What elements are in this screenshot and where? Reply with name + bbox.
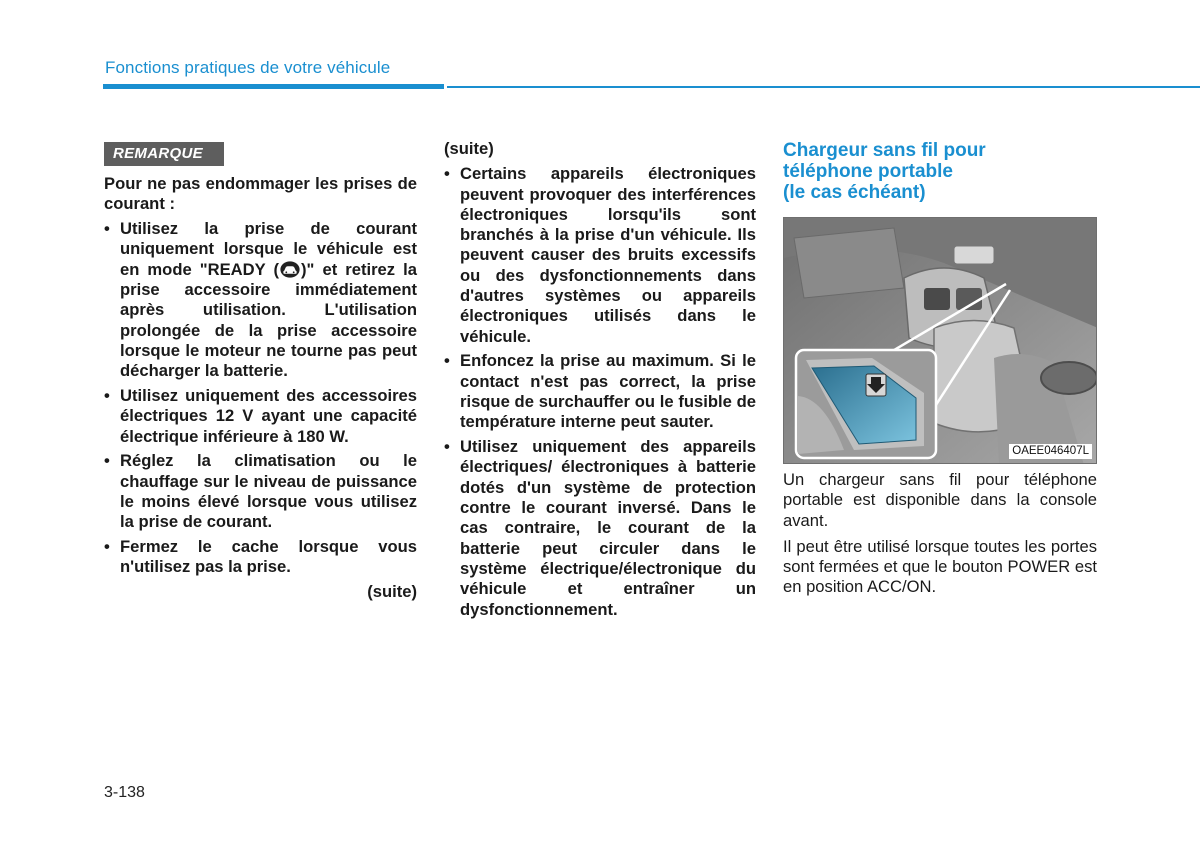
body-paragraph: Il peut être utilisé lorsque toutes les portes sont fermées et que le bouton POWER est en position ACC/ON.	[783, 536, 1097, 597]
section-title-line: Chargeur sans fil pour	[783, 140, 986, 161]
section-header-title: Fonctions pratiques de votre véhicule	[105, 58, 391, 77]
header-rule-thick	[103, 84, 444, 89]
section-title-line: (le cas échéant)	[783, 182, 926, 203]
console-drawing	[784, 218, 1097, 464]
intro-text: Pour ne pas endommager les prises de courant :	[104, 174, 417, 214]
column-2	[444, 139, 756, 620]
header-rule-thin	[447, 86, 1200, 88]
continued-label: (suite)	[444, 139, 494, 158]
section-title	[783, 140, 1097, 203]
down-arrow-icon	[866, 374, 886, 396]
continued-label: (suite)	[367, 582, 417, 602]
list-item-text-start: Utilisez la prise de courant uniquement lorsque le véhicule est en mode "READY (	[120, 219, 417, 279]
remarque-list	[104, 219, 417, 578]
list-item-text-end: )" et retirez la prise accessoire immédiatement après utilisation. L'utilisation prolongée de la prise accessoire lorsque le moteur ne tourne pas peut décharger la batterie.	[120, 259, 417, 381]
list-item: • Utilisez uniquement des appareils électriques/ électroniques à batterie dotés d'un système de protection contre le courant inversé. Dans le cas contraire, le courant de la batterie peut circuler dans le système électrique/électronique du véhicule et entraîner un dysfonctionnement.	[444, 437, 756, 620]
remarque-list-continued	[444, 164, 756, 620]
column-3	[783, 140, 1097, 598]
list-item: • Réglez la climatisation ou le chauffage sur le niveau de puissance le moins élevé lorsque vous utilisez la prise de courant.	[104, 451, 417, 532]
column-1	[104, 174, 417, 602]
page-number: 3-138	[104, 784, 145, 801]
body-paragraph: Un chargeur sans fil pour téléphone portable est disponible dans la console avant.	[783, 470, 1097, 530]
list-item	[104, 219, 417, 381]
remarque-badge: REMARQUE	[104, 142, 224, 166]
list-item: • Utilisez uniquement des accessoires électriques 12 V ayant une capacité électrique inférieure à 180 W.	[104, 386, 417, 447]
list-item: • Certains appareils électroniques peuvent provoquer des interférences électroniques lorsqu'ils sont branchés à la prise d'un véhicule. Ils peuvent causer des bruits excessifs ou des dysfonctionnements dans d'autres systèmes ou appareils électroniques utilisés dans le véhicule.	[444, 164, 756, 347]
section-title-line: téléphone portable	[783, 161, 953, 182]
wireless-charger-illustration	[783, 217, 1097, 464]
list-item: • Fermez le cache lorsque vous n'utilisez pas la prise.	[104, 537, 417, 578]
figure-code: OAEE046407L	[1009, 444, 1092, 459]
car-ready-icon	[280, 261, 300, 278]
list-item: • Enfoncez la prise au maximum. Si le contact n'est pas correct, la prise risque de surchauffer ou le fusible de température interne peut sauter.	[444, 351, 756, 432]
